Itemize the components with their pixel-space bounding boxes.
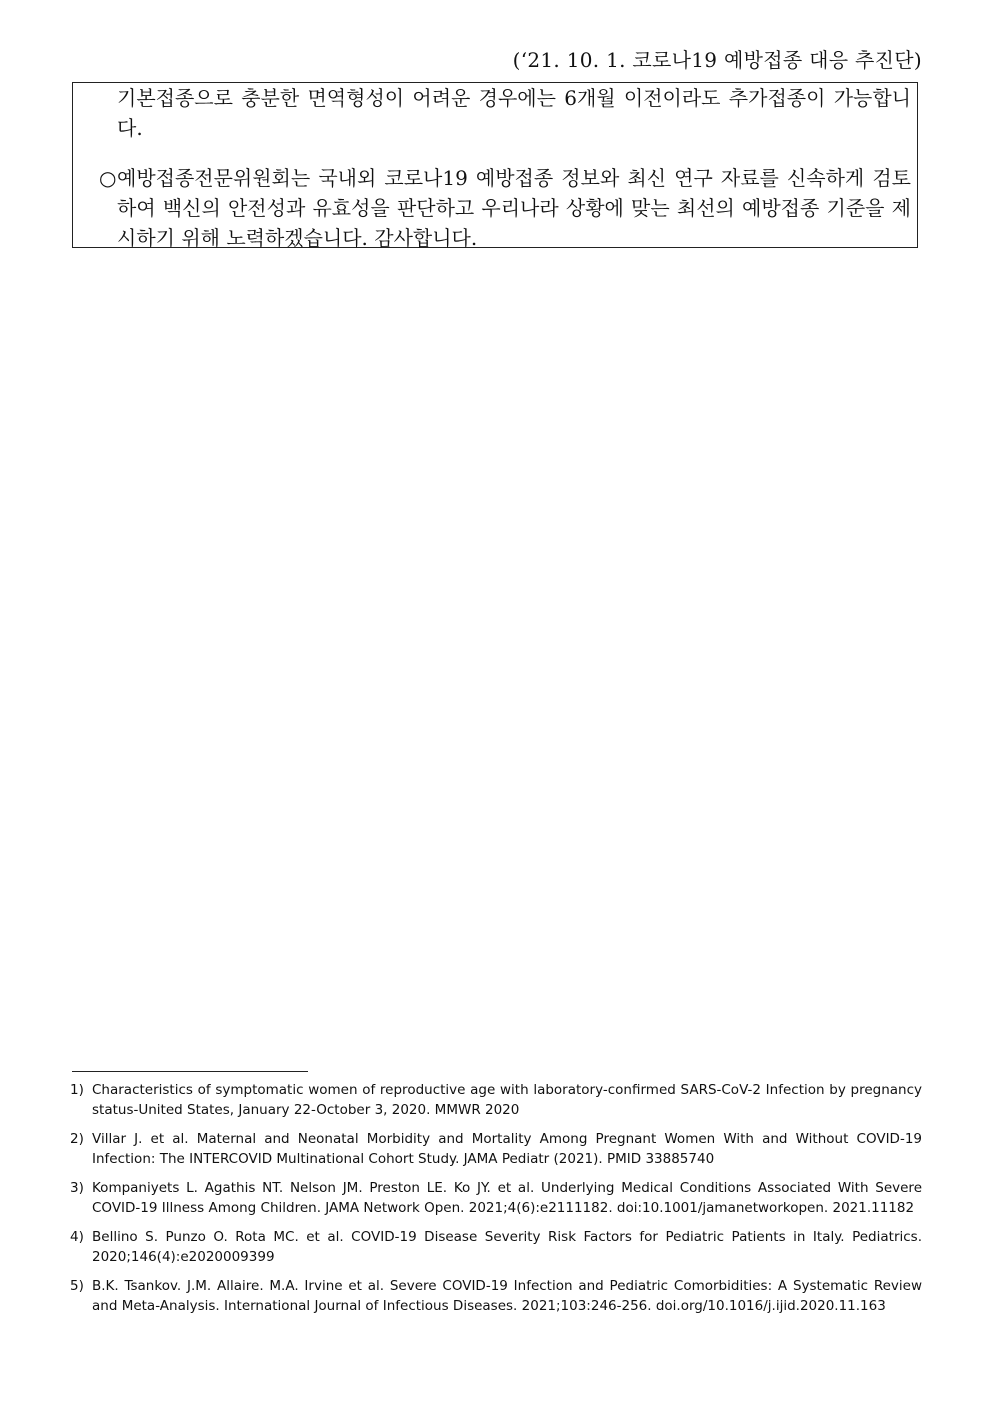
bullet-circle-icon: ○ (99, 166, 117, 190)
notice-paragraph-text: 예방접종전문위원회는 국내외 코로나19 예방접종 정보와 최신 연구 자료를 신속하게 검토하여 백신의 안전성과 유효성을 판단하고 우리나라 상황에 맞는 최선의 예방접종 기준을 제시하기 위해 노력하겠습니다. 감사합니다. (117, 166, 911, 250)
footnote-text: Bellino S. Punzo O. Rota MC. et al. COVID-19 Disease Severity Risk Factors for Pediatric Patients in Italy. Pediatrics. 2020;146(4):e2020009399 (92, 1229, 922, 1265)
footnote-number: 5) (70, 1278, 84, 1294)
footnote-text: B.K. Tsankov. J.M. Allaire. M.A. Irvine et al. Severe COVID-19 Infection and Pediatric Comorbidities: A Systematic Review and Meta-Analysis. International Journal of Infectious Diseases. 2021;103:246-256. doi.org/10.1016/j.ijid.2020.11.163 (92, 1278, 922, 1314)
footnote-divider (72, 1071, 308, 1072)
footnote-item (70, 1080, 922, 1120)
footnote-number: 1) (70, 1082, 84, 1098)
notice-box (72, 82, 918, 248)
source-attribution: (‘21. 10. 1. 코로나19 예방접종 대응 추진단) (512, 48, 922, 72)
footnote-text: Characteristics of symptomatic women of reproductive age with laboratory-confirmed SARS-CoV-2 Infection by pregnancy status-United States, January 22-October 3, 2020. MMWR 2020 (92, 1082, 922, 1118)
footnote-number: 2) (70, 1131, 84, 1147)
footnote-item (70, 1227, 922, 1267)
notice-paragraph-booster: 기본접종으로 충분한 면역형성이 어려운 경우에는 6개월 이전이라도 추가접종이 가능합니다. (117, 86, 911, 140)
footnote-item (70, 1178, 922, 1218)
footnote-text: Kompaniyets L. Agathis NT. Nelson JM. Preston LE. Ko JY. et al. Underlying Medical Conditions Associated With Severe COVID-19 Illness Among Children. JAMA Network Open. 2021;4(6):e2111182. doi:10.1001/jamanetworkopen. 2021.11182 (92, 1180, 922, 1216)
footnote-number: 4) (70, 1229, 84, 1245)
notice-paragraph-committee (99, 163, 911, 253)
footnote-list (70, 1080, 922, 1325)
footnote-item (70, 1276, 922, 1316)
footnote-text: Villar J. et al. Maternal and Neonatal Morbidity and Mortality Among Pregnant Women With and Without COVID-19 Infection: The INTERCOVID Multinational Cohort Study. JAMA Pediatr (2021). PMID 33885740 (92, 1131, 922, 1167)
footnote-number: 3) (70, 1180, 84, 1196)
footnote-item (70, 1129, 922, 1169)
